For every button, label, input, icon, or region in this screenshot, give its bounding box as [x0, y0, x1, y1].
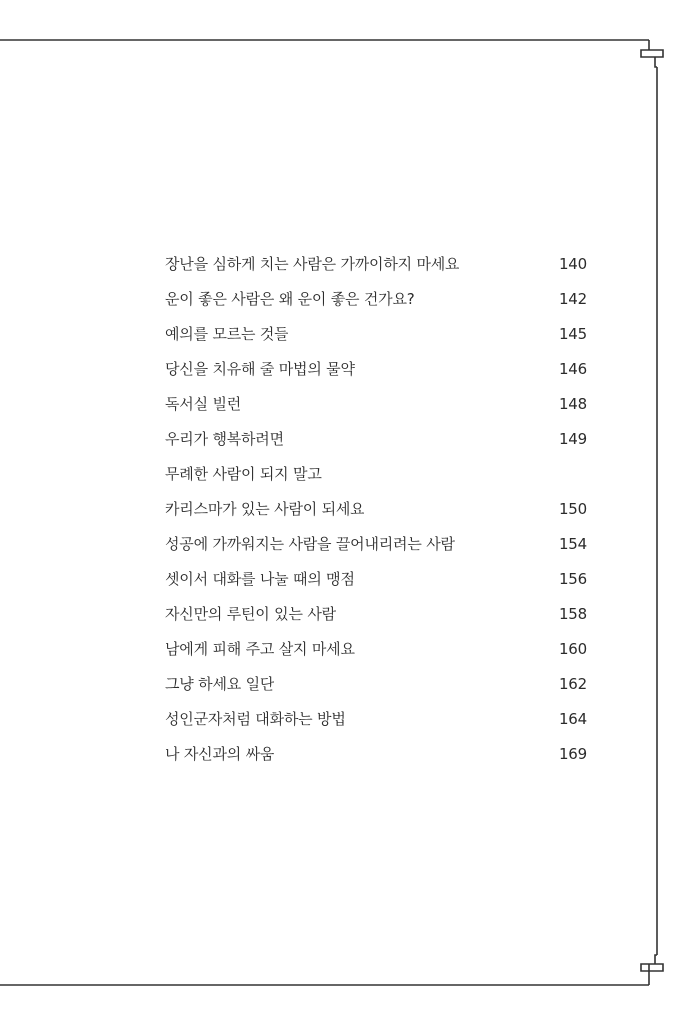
- toc-entry-title: 당신을 치유해 줄 마법의 물약: [165, 360, 355, 378]
- toc-entry[interactable]: [165, 316, 587, 351]
- toc-entry[interactable]: [165, 421, 587, 456]
- toc-entry-title: 우리가 행복하려면: [165, 430, 284, 448]
- toc-entry-page: 140: [558, 254, 587, 273]
- toc-entry-title: 성공에 가까워지는 사람을 끌어내리려는 사람: [165, 535, 455, 553]
- toc-entry[interactable]: [165, 526, 587, 561]
- toc-entry-page: 162: [558, 674, 587, 693]
- toc-entry[interactable]: [165, 281, 587, 316]
- toc-entry[interactable]: [165, 596, 587, 631]
- toc-entry-title: 장난을 심하게 치는 사람은 가까이하지 마세요: [165, 255, 460, 273]
- toc-entry[interactable]: [165, 736, 587, 771]
- toc-entry[interactable]: [165, 666, 587, 701]
- toc-entry-page: 156: [558, 569, 587, 588]
- toc-entry-page: 142: [558, 289, 587, 308]
- toc-entry[interactable]: [165, 351, 587, 386]
- toc-entry-title: 독서실 빌런: [165, 395, 242, 413]
- toc-entry-title: 그냥 하세요 일단: [165, 675, 275, 693]
- toc-entry-title: 카리스마가 있는 사람이 되세요: [165, 500, 365, 518]
- toc-entry-title: 성인군자처럼 대화하는 방법: [165, 710, 346, 728]
- toc-entry-title: 자신만의 루틴이 있는 사람: [165, 605, 336, 623]
- toc-entry[interactable]: [165, 491, 587, 526]
- toc-entry[interactable]: [165, 456, 587, 491]
- toc-entry-page: 150: [558, 499, 587, 518]
- toc-entry-page: 149: [558, 429, 587, 448]
- toc-entry-page: 158: [558, 604, 587, 623]
- toc-entry-title: 운이 좋은 사람은 왜 운이 좋은 건가요?: [165, 290, 415, 308]
- toc-entry-page: 146: [558, 359, 587, 378]
- toc-entry-page: 148: [558, 394, 587, 413]
- toc-entry-page: 160: [558, 639, 587, 658]
- toc-entry[interactable]: [165, 561, 587, 596]
- toc-entry-title: 무례한 사람이 되지 말고: [165, 465, 322, 483]
- table-of-contents: [165, 246, 587, 771]
- toc-entry-title: 셋이서 대화를 나눌 때의 맹점: [165, 570, 355, 588]
- toc-entry[interactable]: [165, 246, 587, 281]
- toc-entry-page: 169: [558, 744, 587, 763]
- toc-entry-title: 예의를 모르는 것들: [165, 325, 289, 343]
- toc-entry-page: 164: [558, 709, 587, 728]
- toc-entry[interactable]: [165, 631, 587, 666]
- toc-entry[interactable]: [165, 701, 587, 736]
- toc-entry-title: 남에게 피해 주고 살지 마세요: [165, 640, 355, 658]
- toc-entry-page: 145: [558, 324, 587, 343]
- toc-entry-page: 154: [558, 534, 587, 553]
- toc-entry[interactable]: [165, 386, 587, 421]
- toc-entry-title: 나 자신과의 싸움: [165, 745, 275, 763]
